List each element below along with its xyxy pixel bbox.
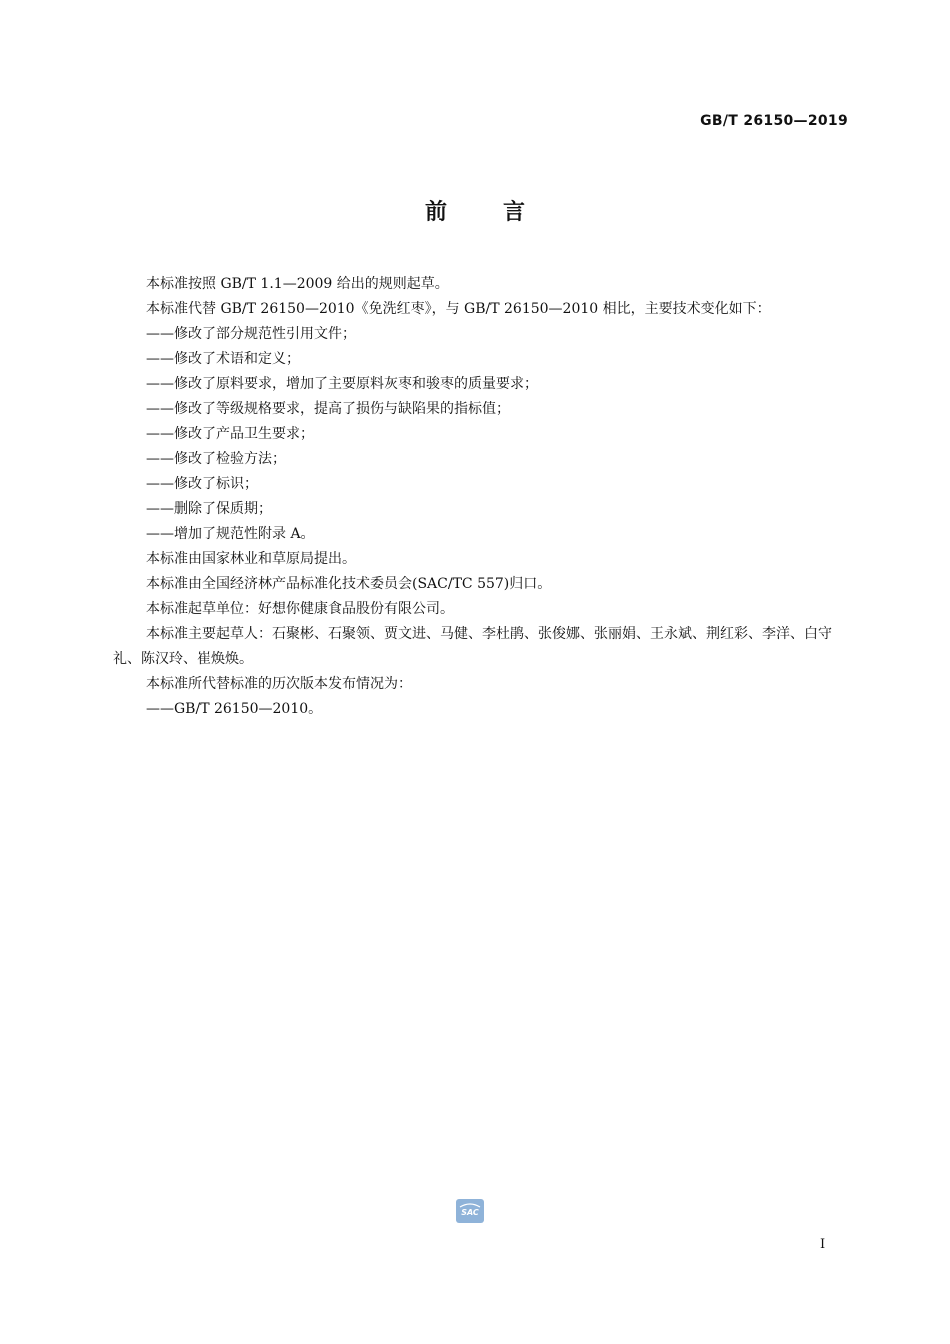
list-item: ——修改了部分规范性引用文件； (146, 326, 356, 342)
list-item: ——删除了保质期； (146, 501, 272, 517)
sac-logo-icon (456, 1199, 484, 1223)
list-item: ——修改了术语和定义； (146, 351, 300, 367)
paragraph: 本标准代替 GB/T 26150—2010《免洗红枣》，与 GB/T 26150—2010 相比，主要技术变化如下： (146, 301, 771, 317)
page-title: 前言 (424, 200, 581, 225)
paragraph: 本标准由国家林业和草原局提出。 (146, 551, 356, 567)
list-item: ——修改了标识； (146, 476, 258, 492)
page-number: I (820, 1237, 826, 1252)
paragraph: 本标准主要起草人：石聚彬、石聚领、贾文进、马健、李杜鹃、张俊娜、张丽娟、王永斌、荆红彩、李洋、白守礼、陈汉玲、崔焕焕。 (113, 626, 832, 667)
list-item: ——GB/T 26150—2010。 (146, 701, 323, 717)
svg-text:SAC: SAC (461, 1208, 479, 1217)
paragraph: 本标准按照 GB/T 1.1—2009 给出的规则起草。 (146, 276, 449, 292)
paragraph: 本标准由全国经济林产品标准化技术委员会(SAC/TC 557)归口。 (146, 576, 552, 592)
list-item: ——修改了等级规格要求，提高了损伤与缺陷果的指标值； (146, 401, 510, 417)
paragraph: 本标准起草单位：好想你健康食品股份有限公司。 (146, 601, 454, 617)
list-item: ——增加了规范性附录 A。 (146, 526, 315, 542)
list-item: ——修改了检验方法； (146, 451, 286, 467)
document-body (113, 272, 851, 722)
paragraph: 本标准所代替标准的历次版本发布情况为： (146, 676, 412, 692)
standard-code: GB/T 26150—2019 (700, 113, 848, 129)
list-item: ——修改了原料要求，增加了主要原料灰枣和骏枣的质量要求； (146, 376, 538, 392)
list-item: ——修改了产品卫生要求； (146, 426, 314, 442)
